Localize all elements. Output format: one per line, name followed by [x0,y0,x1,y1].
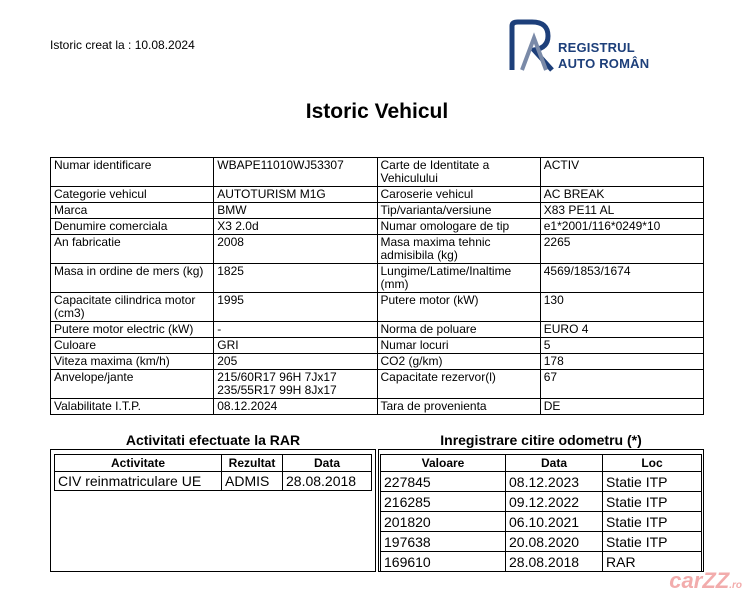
details-row [51,354,704,370]
odometer-header-date: Data [506,455,603,472]
odometer-date: 08.12.2023 [506,472,603,492]
field-value: X83 PE11 AL [540,203,703,219]
odometer-location: Statie ITP [603,492,702,512]
details-row [51,158,704,187]
field-label: Lungime/Latime/Inaltime (mm) [377,264,540,293]
field-label: Valabilitate I.T.P. [51,399,214,415]
field-label: Carte de Identitate a Vehiculului [377,158,540,187]
field-label: Numar omologare de tip [377,219,540,235]
field-label: Culoare [51,338,214,354]
details-row [51,322,704,338]
details-row [51,219,704,235]
activities-header-activity: Activitate [55,455,222,472]
field-label: Capacitate rezervor(l) [377,370,540,399]
field-value: 130 [540,293,703,322]
odometer-location: Statie ITP [603,532,702,552]
field-label: Numar identificare [51,158,214,187]
field-label: Masa in ordine de mers (kg) [51,264,214,293]
field-value: AC BREAK [540,187,703,203]
field-value: DE [540,399,703,415]
field-value: EURO 4 [540,322,703,338]
odometer-date: 09.12.2022 [506,492,603,512]
field-value: WBAPE11010WJ53307 [214,158,377,187]
field-label: CO2 (g/km) [377,354,540,370]
field-label: Capacitate cilindrica motor (cm3) [51,293,214,322]
odometer-date: 28.08.2018 [506,552,603,572]
field-label: Categorie vehicul [51,187,214,203]
field-value: 178 [540,354,703,370]
details-row [51,370,704,399]
carzz-watermark [669,568,742,594]
field-value: 1995 [214,293,377,322]
odometer-date: 06.10.2021 [506,512,603,532]
field-value: BMW [214,203,377,219]
logo-text [558,40,649,72]
field-value: e1*2001/116*0249*10 [540,219,703,235]
odometer-value: 201820 [381,512,506,532]
details-row [51,187,704,203]
field-value: X3 2.0d [214,219,377,235]
field-label: Tip/varianta/versiune [377,203,540,219]
activity-date: 28.08.2018 [283,472,372,491]
field-value: 215/60R17 96H 7Jx17 235/55R17 99H 8Jx17 [214,370,377,399]
field-value: 2008 [214,235,377,264]
rar-logo-icon [508,18,556,74]
field-label: Viteza maxima (km/h) [51,354,214,370]
field-label: Anvelope/jante [51,370,214,399]
odometer-value: 197638 [381,532,506,552]
field-value: 205 [214,354,377,370]
odometer-table [380,454,702,572]
field-value: 5 [540,338,703,354]
odometer-row [381,532,702,552]
details-row [51,293,704,322]
field-label: Putere motor (kW) [377,293,540,322]
vehicle-details-table [50,157,704,415]
odometer-value: 169610 [381,552,506,572]
field-label: Norma de poluare [377,322,540,338]
odometer-row [381,512,702,532]
watermark-brand: carZZ [669,568,730,593]
odometer-title: Inregistrare citire odometru (*) [440,432,642,448]
details-row [51,338,704,354]
activities-header-date: Data [283,455,372,472]
field-value: 2265 [540,235,703,264]
odometer-value: 227845 [381,472,506,492]
odometer-date: 20.08.2020 [506,532,603,552]
logo-line2: AUTO ROMÂN [558,56,650,71]
logo-line1: REGISTRUL [558,40,635,55]
odometer-location: Statie ITP [603,512,702,532]
watermark-suffix: .ro [729,580,742,591]
field-label: Numar locuri [377,338,540,354]
field-value: 08.12.2024 [214,399,377,415]
odometer-row [381,492,702,512]
details-row [51,235,704,264]
details-row [51,264,704,293]
odometer-row [381,472,702,492]
field-label: An fabricatie [51,235,214,264]
odometer-header-location: Loc [603,455,702,472]
activities-header-result: Rezultat [222,455,283,472]
field-label: Putere motor electric (kW) [51,322,214,338]
field-label: Denumire comerciala [51,219,214,235]
odometer-header-value: Valoare [381,455,506,472]
details-row [51,399,704,415]
activity-row [55,472,372,491]
odometer-location: Statie ITP [603,472,702,492]
rar-logo [508,18,678,74]
field-label: Marca [51,203,214,219]
field-value: AUTOTURISM M1G [214,187,377,203]
field-value: 67 [540,370,703,399]
page-title: Istoric Vehicul [305,100,449,123]
details-row [51,203,704,219]
field-value: - [214,322,377,338]
activities-table [54,454,372,491]
field-value: 1825 [214,264,377,293]
activity-result: ADMIS [222,472,283,491]
odometer-box [378,449,704,572]
odometer-row [381,552,702,572]
field-value: ACTIV [540,158,703,187]
field-label: Masa maxima tehnic admisibila (kg) [377,235,540,264]
activities-box [50,449,376,572]
odometer-value: 216285 [381,492,506,512]
field-label: Tara de provenienta [377,399,540,415]
field-value: GRI [214,338,377,354]
history-created-date: Istoric creat la : 10.08.2024 [50,38,195,52]
activity-name: CIV reinmatriculare UE [55,472,222,491]
field-value: 4569/1853/1674 [540,264,703,293]
odometer-location: RAR [603,552,702,572]
activities-title: Activitati efectuate la RAR [125,432,301,448]
field-label: Caroserie vehicul [377,187,540,203]
